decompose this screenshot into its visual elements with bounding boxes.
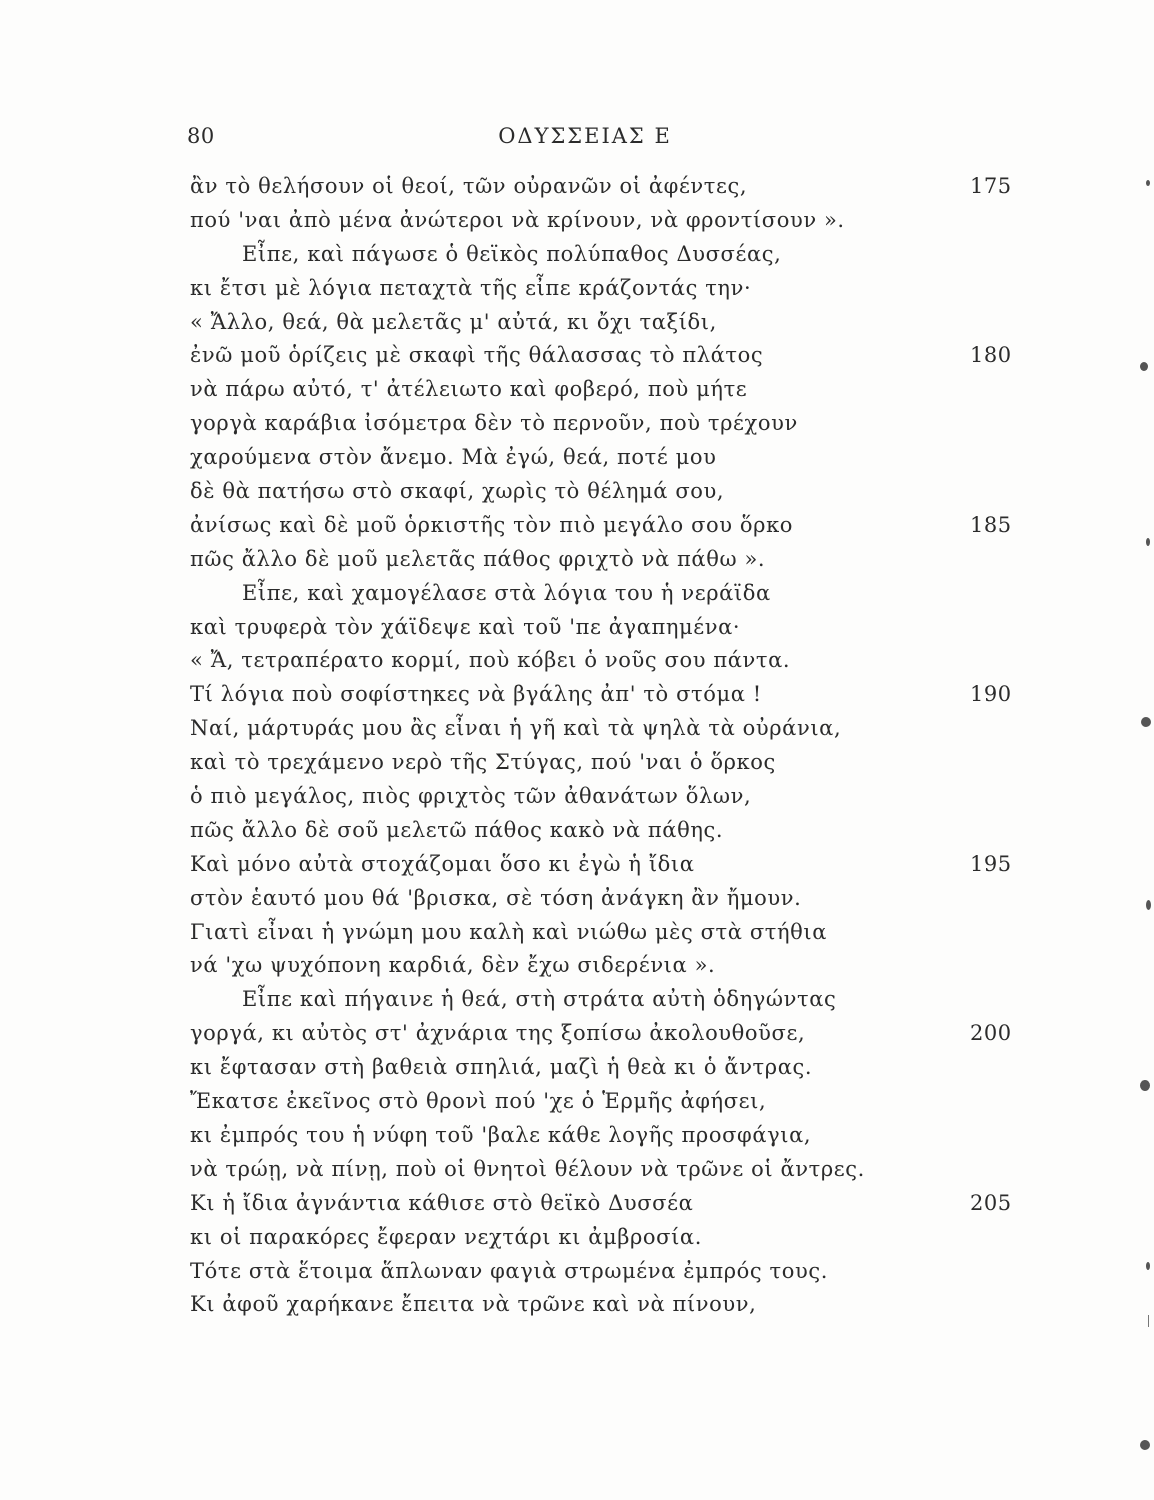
scan-mark: [1148, 1315, 1149, 1327]
verse-line: [190, 1221, 1020, 1255]
verse-text: Εἶπε, καὶ πάγωσε ὁ θεϊκὸς πολύπαθος Δυσσέας,: [242, 241, 782, 266]
verse-line: [190, 441, 1020, 475]
verse-text: ὁ πιὸ μεγάλος, πιὸς φριχτὸς τῶν ἀθανάτων ὅλων,: [190, 784, 752, 809]
verse-line: [190, 339, 1020, 373]
verse-line: [190, 746, 1020, 780]
verse-line: [190, 814, 1020, 848]
verse-block: [190, 170, 1020, 1322]
line-number: 195: [970, 851, 1012, 876]
verse-line: [190, 1187, 1020, 1221]
verse-line: [190, 1017, 1020, 1051]
verse-text: Κι ἀφοῦ χαρήκανε ἔπειτα νὰ τρῶνε καὶ νὰ πίνουν,: [190, 1292, 757, 1317]
running-title: ΟΔΥΣΣΕΙΑΣ Ε: [498, 124, 672, 148]
line-number: 185: [970, 512, 1012, 537]
line-number: 200: [970, 1021, 1012, 1046]
scan-speck: [1146, 538, 1150, 546]
verse-text: Ναί, μάρτυράς μου ἂς εἶναι ἡ γῆ καὶ τὰ ψηλὰ τὰ οὐράνια,: [190, 716, 842, 741]
verse-line: [190, 678, 1020, 712]
verse-text: Γιατὶ εἶναι ἡ γνώμη μου καλὴ καὶ νιώθω μὲς στὰ στήθια: [190, 919, 828, 944]
line-number: 205: [970, 1190, 1012, 1215]
verse-line: [190, 1085, 1020, 1119]
verse-line: [190, 1255, 1020, 1289]
scan-speck: [1140, 362, 1148, 371]
verse-text: « Ἄ, τετραπέρατο κορμί, ποὺ κόβει ὁ νοῦς σου πάντα.: [190, 648, 791, 673]
verse-text: Εἶπε καὶ πήγαινε ἡ θεά, στὴ στράτα αὐτὴ ὁδηγώντας: [242, 987, 837, 1012]
verse-line: [190, 1051, 1020, 1085]
verse-text: Τί λόγια ποὺ σοφίστηκες νὰ βγάλης ἀπ' τὸ στόμα !: [190, 682, 762, 707]
scan-speck: [1146, 900, 1151, 910]
verse-line: [190, 1288, 1020, 1322]
verse-line: [190, 475, 1020, 509]
verse-line: [190, 577, 1020, 611]
scan-speck: [1140, 1080, 1150, 1091]
verse-text: κι ἔφτασαν στὴ βαθειὰ σπηλιά, μαζὶ ἡ θεὰ κι ὁ ἄντρας.: [190, 1055, 813, 1080]
verse-text: νὰ τρώῃ, νὰ πίνῃ, ποὺ οἱ θνητοὶ θέλουν νὰ τρῶνε οἱ ἄντρες.: [190, 1156, 865, 1181]
verse-text: χαρούμενα στὸν ἄνεμο. Μὰ ἐγώ, θεά, ποτέ μου: [190, 445, 717, 470]
verse-line: [190, 1153, 1020, 1187]
verse-text: Τότε στὰ ἕτοιμα ἅπλωναν φαγιὰ στρωμένα ἐμπρός τους.: [190, 1258, 829, 1283]
verse-line: [190, 204, 1020, 238]
verse-line: [190, 238, 1020, 272]
verse-text: ἀνίσως καὶ δὲ μοῦ ὁρκιστῆς τὸν πιὸ μεγάλο σου ὅρκο: [190, 512, 794, 537]
verse-line: [190, 644, 1020, 678]
verse-text: νὰ πάρω αὐτό, τ' ἀτέλειωτο καὶ φοβερό, ποὺ μήτε: [190, 377, 748, 402]
verse-line: [190, 949, 1020, 983]
line-number: 190: [970, 682, 1012, 707]
verse-line: [190, 1119, 1020, 1153]
verse-text: καὶ τρυφερὰ τὸν χάϊδεψε καὶ τοῦ 'πε ἀγαπημένα·: [190, 614, 741, 639]
verse-text: Καὶ μόνο αὐτὰ στοχάζομαι ὅσο κι ἐγὼ ἡ ἴδια: [190, 851, 695, 876]
verse-text: νά 'χω ψυχόπονη καρδιά, δὲν ἔχω σιδερένια ».: [190, 953, 716, 978]
scan-speck: [1140, 1440, 1150, 1450]
verse-line: [190, 916, 1020, 950]
verse-text: κι ἐμπρός του ἡ νύφη τοῦ 'βαλε κάθε λογῆς προσφάγια,: [190, 1122, 812, 1147]
verse-text: κι οἱ παρακόρες ἔφεραν νεχτάρι κι ἀμβροσία.: [190, 1224, 702, 1249]
verse-text: πῶς ἄλλο δὲ σοῦ μελετῶ πάθος κακὸ νὰ πάθης.: [190, 817, 724, 842]
scan-speck: [1146, 180, 1150, 186]
verse-text: « Ἄλλο, θεά, θὰ μελετᾶς μ' αὐτά, κι ὄχι ταξίδι,: [190, 309, 717, 334]
line-number: 180: [970, 343, 1012, 368]
verse-line: [190, 882, 1020, 916]
verse-text: πῶς ἄλλο δὲ μοῦ μελετᾶς πάθος φριχτὸ νὰ πάθω ».: [190, 546, 766, 571]
verse-line: [190, 848, 1020, 882]
verse-line: [190, 983, 1020, 1017]
verse-line: [190, 611, 1020, 645]
verse-text: Κι ἡ ἴδια ἀγνάντια κάθισε στὸ θεϊκὸ Δυσσέα: [190, 1190, 694, 1215]
verse-text: δὲ θὰ πατήσω στὸ σκαφί, χωρὶς τὸ θέλημά σου,: [190, 479, 725, 504]
verse-line: [190, 272, 1020, 306]
page-header: [187, 124, 997, 154]
verse-text: ἂν τὸ θελήσουν οἱ θεοί, τῶν οὐρανῶν οἱ ἀφέντες,: [190, 174, 748, 198]
verse-line: [190, 170, 1020, 204]
scan-speck: [1146, 1262, 1150, 1270]
verse-line: [190, 780, 1020, 814]
page-number: 80: [187, 124, 215, 148]
verse-text: καὶ τὸ τρεχάμενο νερὸ τῆς Στύγας, πού 'ναι ὁ ὅρκος: [190, 750, 776, 775]
verse-text: κι ἔτσι μὲ λόγια πεταχτὰ τῆς εἶπε κράζοντάς την·: [190, 275, 752, 300]
verse-line: [190, 407, 1020, 441]
verse-line: [190, 543, 1020, 577]
verse-text: γοργά, κι αὐτὸς στ' ἀχνάρια της ξοπίσω ἀκολουθοῦσε,: [190, 1021, 806, 1046]
verse-line: [190, 712, 1020, 746]
verse-text: Ἔκατσε ἐκεῖνος στὸ θρονὶ πού 'χε ὁ Ἑρμῆς ἀφήσει,: [190, 1089, 767, 1114]
verse-text: Εἶπε, καὶ χαμογέλασε στὰ λόγια του ἡ νεράϊδα: [242, 580, 771, 605]
verse-line: [190, 509, 1020, 543]
scan-speck: [1141, 717, 1151, 727]
line-number: 175: [970, 174, 1012, 198]
verse-text: στὸν ἑαυτό μου θά 'βρισκα, σὲ τόση ἀνάγκη ἂν ἤμουν.: [190, 885, 802, 910]
verse-line: [190, 306, 1020, 340]
verse-text: πού 'ναι ἀπὸ μένα ἀνώτεροι νὰ κρίνουν, νὰ φροντίσουν ».: [190, 207, 845, 232]
verse-line: [190, 373, 1020, 407]
verse-text: γοργὰ καράβια ἰσόμετρα δὲν τὸ περνοῦν, ποὺ τρέχουν: [190, 411, 798, 436]
verse-text: ἐνῶ μοῦ ὁρίζεις μὲ σκαφὶ τῆς θάλασσας τὸ πλάτος: [190, 343, 764, 368]
